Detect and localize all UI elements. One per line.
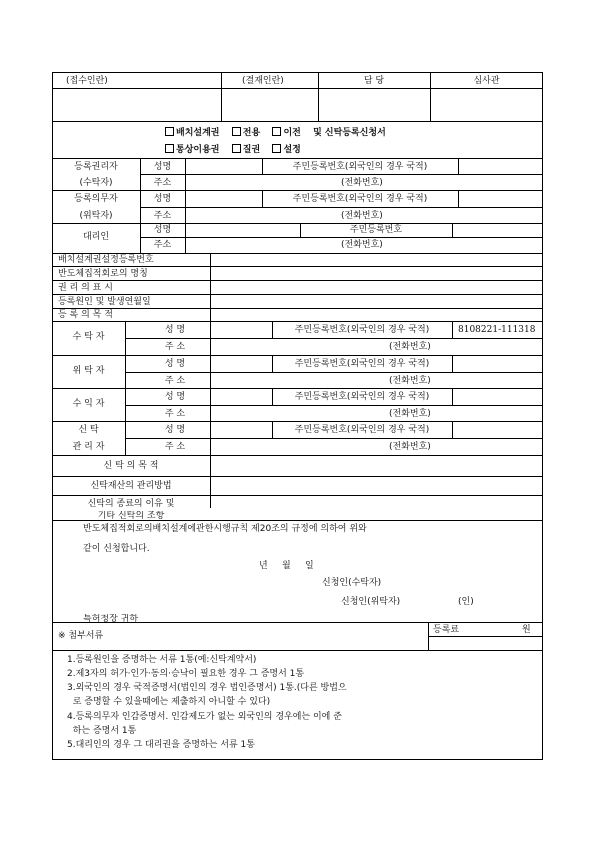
beneficiary-label: 수 익 자 (72, 399, 105, 409)
agent-name-label: 성명 (153, 225, 172, 235)
circuit-name-label: 반도체집적회로의 명칭 (58, 269, 148, 279)
declaration-line-2: 같이 신청합니다. (83, 544, 150, 554)
applicant-trustee: 신청인(수탁자) (322, 578, 382, 588)
checkbox-icon (232, 144, 241, 153)
trustor-label: 위 탁 자 (72, 366, 105, 376)
trustor-rrn-label: 주민등록번호(외국인의 경우 국적) (294, 359, 430, 369)
manager-name-label: 성 명 (164, 425, 186, 435)
agent-phone-label: (전화번호) (341, 240, 383, 250)
title-checkbox-transfer[interactable]: 이전 (272, 128, 300, 138)
obligor-phone-label: (전화번호) (341, 211, 383, 221)
fee-label: 등록료 (433, 625, 460, 635)
purpose-label: 등 록 의 목 적 (58, 310, 113, 320)
agent-address-label: 주소 (153, 240, 172, 250)
attachment-item: 하는 증명서 1통 (67, 726, 137, 736)
title-checkbox-pledge[interactable]: 질권 (232, 145, 260, 155)
seal-mark: (인) (458, 597, 474, 607)
trust-purpose-label: 신 탁 의 목 적 (103, 461, 159, 471)
manager-phone-label: (전화번호) (389, 442, 431, 452)
obligor-label: 등록의무자 (74, 194, 118, 204)
attachment-item: 로 증명할 수 있을때에는 제출하지 아니할 수 있다) (67, 697, 271, 707)
trustee-rrn-value: 8108221-111318 (458, 325, 536, 335)
title-checkbox-design-right[interactable]: 배치설계권 (165, 128, 219, 138)
holder-name-label: 성명 (153, 162, 172, 172)
trustee-name-label: 성 명 (164, 325, 186, 335)
form-title-line-1 (165, 127, 386, 139)
manager-rrn-label: 주민등록번호(외국인의 경우 국적) (294, 425, 430, 435)
agent-label: 대리인 (82, 232, 110, 242)
design-reg-no-label: 배치설계권설정등록번호 (58, 255, 154, 265)
applicant-trustor: 신청인(위탁자) (341, 597, 401, 607)
obligor-address-label: 주소 (153, 211, 172, 221)
trustee-address-label: 주 소 (164, 342, 186, 352)
trust-manager-sublabel: 관 리 자 (72, 442, 105, 452)
holder-sublabel: (수탁자) (79, 178, 113, 188)
obligor-name-label: 성명 (153, 194, 172, 204)
checkbox-icon (165, 144, 174, 153)
beneficiary-phone-label: (전화번호) (389, 409, 431, 419)
trustee-rrn-label: 주민등록번호(외국인의 경우 국적) (294, 325, 430, 335)
checkbox-icon (232, 127, 241, 136)
title-checkbox-establish[interactable]: 설정 (272, 145, 300, 155)
trustor-name-label: 성 명 (164, 359, 186, 369)
fee-unit: 원 (522, 625, 531, 635)
checkbox-icon (272, 127, 281, 136)
examiner-label: 심사관 (473, 76, 500, 86)
title-suffix: 및 신탁등록신청서 (313, 128, 386, 138)
holder-phone-label: (전화번호) (341, 178, 383, 188)
beneficiary-address-label: 주 소 (164, 409, 186, 419)
receipt-stamp-label: (접수인란) (66, 76, 108, 86)
title-checkbox-license[interactable]: 통상이용권 (165, 145, 219, 155)
trustor-phone-label: (전화번호) (389, 376, 431, 386)
holder-address-label: 주소 (153, 178, 172, 188)
attachment-item: 4.등록의무자 인감증명서. 인감제도가 없는 외국인의 경우에는 이에 준 (67, 712, 342, 722)
termination-sublabel: 기타 신탁의 조항 (97, 511, 165, 519)
trustor-address-label: 주 소 (164, 376, 186, 386)
checkbox-icon (272, 144, 281, 153)
beneficiary-name-label: 성 명 (164, 392, 186, 402)
declaration-line-1: 반도체집적회로의배치설계에관한시행규칙 제20조의 규정에 의하여 위와 (83, 524, 367, 534)
attachment-item: 1.등록원인을 증명하는 서류 1통(예:신탁계약서) (67, 655, 257, 665)
trust-manager-label: 신 탁 (78, 425, 99, 435)
obligor-rrn-label: 주민등록번호(외국인의 경우 국적) (292, 194, 428, 204)
agent-rrn-label: 주민등록번호 (349, 225, 403, 235)
manager-address-label: 주 소 (164, 442, 186, 452)
holder-label: 등록권리자 (74, 162, 118, 172)
checkbox-icon (165, 127, 174, 136)
addressee: 특허청장 귀하 (83, 614, 139, 622)
title-checkbox-exclusive[interactable]: 전용 (232, 128, 260, 138)
obligor-sublabel: (위탁자) (79, 211, 113, 221)
attachments-heading: ※ 첨부서류 (58, 631, 104, 641)
attachment-item: 3.외국인의 경우 국적증명서(법인의 경우 법인증명서) 1통.(다른 방법으 (67, 683, 347, 693)
right-display-label: 권 리 의 표 시 (58, 283, 113, 293)
attachment-item: 5.대리인의 경우 그 대리권을 증명하는 서류 1통 (67, 740, 255, 750)
trustee-phone-label: (전화번호) (389, 342, 431, 352)
declaration-date: 년 월 일 (259, 561, 314, 571)
holder-rrn-label: 주민등록번호(외국인의 경우 국적) (292, 162, 428, 172)
property-method-label: 신탁재산의 관리방법 (90, 481, 172, 491)
trustee-label: 수 탁 자 (72, 332, 105, 342)
cause-date-label: 등록원인 및 발생연월일 (58, 297, 151, 307)
officer-label: 담 당 (363, 76, 385, 86)
approval-stamp-label: (결재인란) (242, 76, 284, 86)
attachment-item: 2.제3자의 허가·인가·동의·승낙이 필요한 경우 그 증명서 1통 (67, 669, 305, 679)
form-title-line-2 (165, 144, 301, 156)
beneficiary-rrn-label: 주민등록번호(외국인의 경우 국적) (294, 392, 430, 402)
termination-label: 신탁의 종료의 이유 및 (87, 499, 175, 509)
